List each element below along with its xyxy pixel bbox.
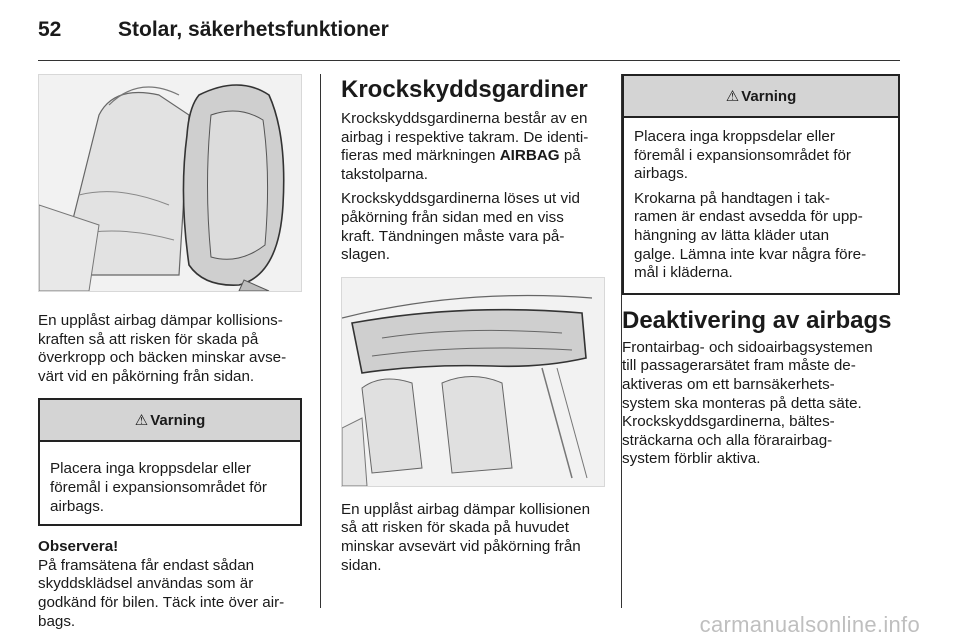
deactivation-line-3: aktiveras om ett barnsäkerhets- [622, 375, 835, 393]
warning-body-1 [40, 442, 300, 524]
caption-side-airbag-line-1: En upplåst airbag dämpar kollisions- [38, 312, 283, 329]
warning-2-p2-line-5: mål i kläderna. [634, 264, 733, 282]
warning-2-p2-line-1: Krokarna på handtagen i tak- [634, 189, 830, 207]
warning-header-2 [624, 76, 898, 118]
column-divider-left [320, 74, 321, 608]
warning-triangle-icon: ⚠ [134, 412, 149, 430]
note-line-4: bags. [38, 612, 76, 630]
warning-2-p1-line-1: Placera inga kroppsdelar eller [634, 128, 835, 145]
curtain-airbag-drawing [342, 278, 604, 486]
warning-2-p1-line-3: airbags. [634, 165, 689, 183]
caption-curtain-line-1: En upplåst airbag dämpar kollisionen [341, 500, 591, 518]
curtain-p1-line-3-after: på [559, 147, 581, 165]
header-divider [38, 60, 900, 61]
warning-2-p2-line-2: ramen är endast avsedda för upp- [634, 208, 863, 226]
page-number: 52 [38, 18, 62, 41]
caption-side-airbag-line-2: kraften så att risken för skada på [38, 330, 259, 348]
warning-1-line-1: Placera inga kroppsdelar eller [50, 460, 251, 478]
curtain-p1-line-4: takstolparna. [341, 165, 428, 183]
side-airbag-illustration [38, 74, 302, 292]
note-line-2: skyddsklädsel användas som är [38, 575, 254, 593]
curtain-p1-line-2: airbag i respektive takram. De identi- [341, 128, 589, 146]
caption-side-airbag-line-4: värt vid en påkörning från sidan. [38, 367, 255, 385]
note-heading: Observera! [38, 538, 119, 556]
caption-side-airbag-line-3: överkropp och bäcken minskar avse- [38, 349, 287, 367]
warning-2-p2-line-3: hängning av lätta kläder utan [634, 226, 830, 244]
curtain-p2-line-1: Krockskyddsgardinerna löses ut vid [341, 190, 580, 208]
column-3 [622, 74, 900, 469]
curtain-p2-line-4: slagen. [341, 246, 390, 264]
airbag-marking-label: AIRBAG [499, 147, 560, 165]
deactivation-line-7: system förblir aktiva. [622, 450, 761, 468]
warning-body-2 [624, 118, 898, 293]
warning-1-line-3: airbags. [50, 497, 105, 515]
deactivation-line-6: sträckarna och alla förarairbag- [622, 431, 833, 449]
curtain-p1-line-3-text: fieras med märkningen [341, 147, 500, 165]
warning-box-1 [38, 398, 302, 526]
page-header [38, 18, 900, 62]
curtain-p1-line-3 [341, 147, 603, 166]
side-airbag-drawing [39, 75, 301, 291]
curtain-p2-line-3: kraft. Tändningen måste vara på- [341, 227, 565, 245]
section-heading-deactivation: Deaktivering av airbags [622, 306, 892, 334]
warning-triangle-icon: ⚠ [725, 88, 740, 105]
warning-1-line-2: föremål i expansionsområdet för [50, 478, 267, 496]
deactivation-line-2: till passagerarsätet fram måste de- [622, 357, 856, 375]
curtain-airbag-illustration [341, 277, 605, 487]
section-heading-curtain-airbags: Krockskyddsgardiner [341, 76, 588, 103]
note-line-3: godkänd för bilen. Täck inte över air- [38, 593, 285, 611]
caption-curtain-line-2: så att risken för skada på huvudet [341, 519, 569, 537]
curtain-p2-line-2: påkörning från sidan med en viss [341, 208, 564, 226]
note-line-1: På framsätena får endast sådan [38, 556, 255, 574]
column-2 [341, 74, 603, 575]
warning-title: Varning [150, 411, 206, 429]
warning-box-2 [622, 74, 900, 295]
deactivation-line-4: system ska monteras på detta säte. [622, 394, 862, 412]
page-title: Stolar, säkerhetsfunktioner [118, 18, 389, 41]
deactivation-line-5: Krockskyddsgardinerna, bältes- [622, 413, 835, 431]
warning-header-1 [40, 400, 300, 442]
column-1 [38, 74, 302, 631]
warning-2-p1-line-2: föremål i expansionsområdet för [634, 146, 851, 164]
curtain-p1-line-1: Krockskyddsgardinerna består av en [341, 110, 588, 127]
warning-title: Varning [741, 87, 797, 105]
warning-2-p2-line-4: galge. Lämna inte kvar några före- [634, 245, 867, 263]
deactivation-line-1: Frontairbag- och sidoairbagsystemen [622, 338, 873, 356]
caption-curtain-line-4: sidan. [341, 556, 382, 574]
watermark: carmanualsonline.info [699, 612, 920, 637]
caption-curtain-line-3: minskar avsevärt vid påkörning från [341, 537, 581, 555]
